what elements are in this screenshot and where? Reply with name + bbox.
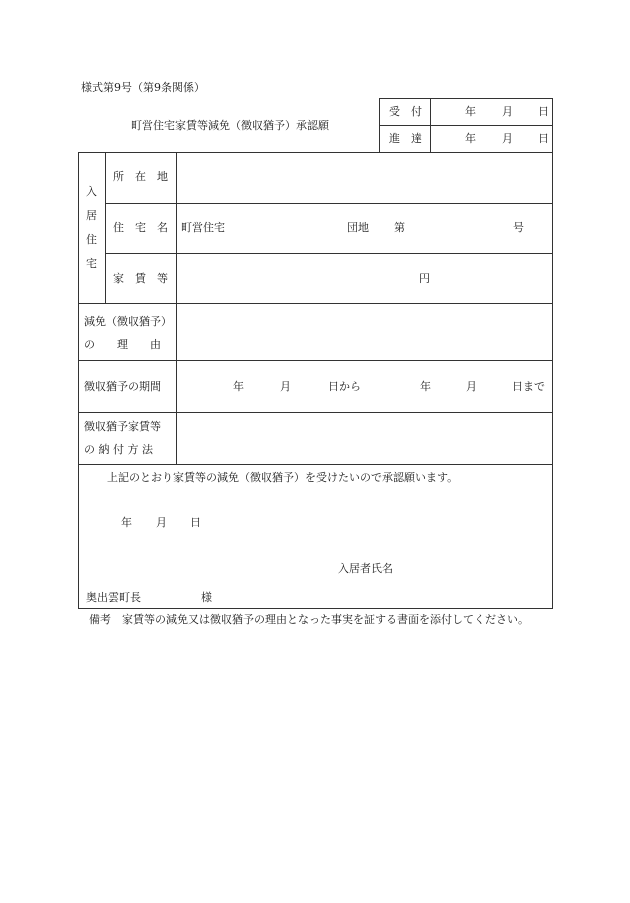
addressee: 奥出雲町長 — [86, 591, 141, 604]
housing-estate-label: 団地 — [347, 221, 369, 234]
housing-number-prefix: 第 — [394, 221, 405, 234]
period-end-year: 年 — [420, 380, 431, 393]
housing-name-label: 住 宅 名 — [113, 221, 168, 234]
residence-group-char: 入 — [86, 185, 97, 198]
forwarded-month: 月 — [502, 132, 513, 145]
received-label: 受 付 — [389, 105, 422, 118]
location-value[interactable] — [180, 156, 550, 200]
forwarded-day: 日 — [538, 132, 549, 145]
reason-label-line1: 減免（徴収猶予） — [84, 315, 172, 328]
period-start-year: 年 — [233, 380, 244, 393]
received-year: 年 — [465, 105, 476, 118]
forwarded-label: 進 達 — [389, 132, 422, 145]
addressee-honorific: 様 — [201, 591, 212, 604]
reason-label-line2: の 理 由 — [84, 338, 161, 351]
form-title: 町営住宅家賃等減免（徴収猶予）承認願 — [131, 119, 329, 132]
forwarded-year: 年 — [465, 132, 476, 145]
location-label: 所 在 地 — [113, 170, 168, 183]
declaration-month: 月 — [156, 516, 167, 529]
housing-name-prefix: 町営住宅 — [181, 221, 225, 234]
residence-group-char: 住 — [86, 233, 97, 246]
rent-unit: 円 — [419, 272, 430, 285]
payment-label-line2: の 納 付 方 法 — [84, 443, 153, 456]
residence-group-char: 居 — [86, 209, 97, 222]
declaration-year: 年 — [121, 516, 132, 529]
period-start-day: 日から — [328, 380, 361, 393]
declaration-text: 上記のとおり家賃等の減免（徴収猶予）を受けたいので承認願います。 — [107, 471, 459, 484]
period-end-month: 月 — [466, 380, 477, 393]
period-label: 徴収猶予の期間 — [84, 380, 161, 393]
remarks-note: 備考 家賃等の減免又は徴収猶予の理由となった事実を証する書面を添付してください。 — [89, 613, 529, 626]
housing-number-suffix: 号 — [513, 221, 524, 234]
form-number: 様式第9号（第9条関係） — [81, 81, 205, 94]
rent-label: 家 賃 等 — [113, 272, 168, 285]
residence-group-char: 宅 — [86, 257, 97, 270]
received-day: 日 — [538, 105, 549, 118]
period-end-day: 日まで — [512, 380, 545, 393]
declaration-day: 日 — [190, 516, 201, 529]
applicant-name-label: 入居者氏名 — [338, 562, 393, 575]
period-start-month: 月 — [280, 380, 291, 393]
received-month: 月 — [502, 105, 513, 118]
payment-label-line1: 徴収猶予家賃等 — [84, 420, 161, 433]
